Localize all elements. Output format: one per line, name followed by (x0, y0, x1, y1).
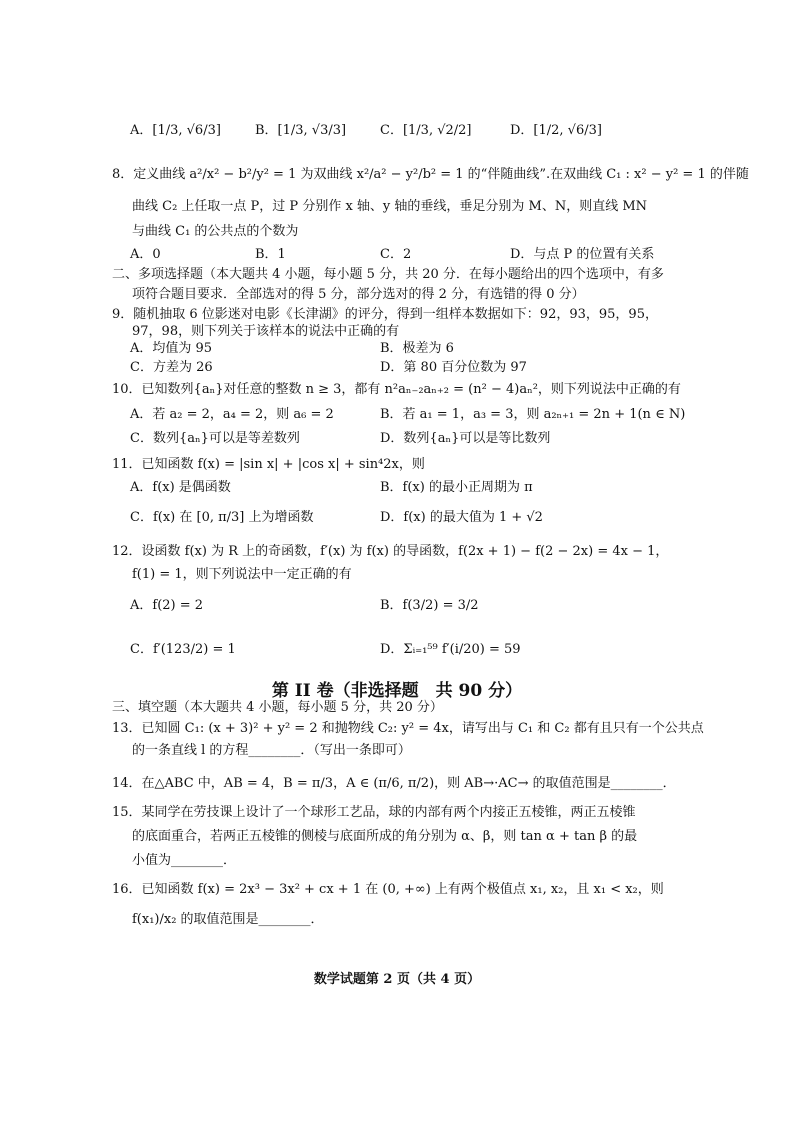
q11-option-b: B．f(x) 的最小正周期为 π (380, 480, 533, 495)
q12-option-a: A．f(2) = 2 (130, 598, 204, 613)
q10-option-d: D．数列{aₙ}可以是等比数列 (380, 431, 551, 446)
q16-line-2: f(x₁)/x₂ 的取值范围是________． (132, 912, 324, 927)
q10-option-a: A．若 a₂ = 2，a₄ = 2，则 a₆ = 2 (130, 407, 334, 422)
section3-heading: 三、填空题（本大题共 4 小题，每小题 5 分，共 20 分） (112, 700, 443, 715)
part2-title: 第 II 卷（非选择题 共 90 分） (271, 681, 523, 701)
q13-line-1: 13．已知圆 C₁: (x + 3)² + y² = 2 和抛物线 C₂: y² = 4x，请写出与 C₁ 和 C₂ 都有且只有一个公共点 (112, 721, 704, 736)
q8-option-a: A．0 (130, 247, 161, 262)
q15-line-3: 小值为________． (132, 853, 237, 868)
q9-option-a: A．均值为 95 (130, 341, 213, 356)
q11-option-d: D．f(x) 的最大值为 1 + √2 (380, 510, 543, 525)
page-footer: 数学试题第 2 页（共 4 页） (313, 972, 481, 987)
q12-option-b: B．f(3/2) = 3/2 (380, 598, 479, 613)
section2-line-2: 项符合题目要求．全部选对的得 5 分，部分选对的得 2 分，有选错的得 0 分） (132, 287, 585, 302)
q9-line-2: 97，98，则下列关于该样本的说法中正确的有 (132, 324, 400, 339)
q12-option-d: D．Σᵢ₌₁⁵⁹ f′(i/20) = 59 (380, 642, 521, 657)
q8-option-b: B．1 (255, 247, 286, 262)
q16-line-1: 16．已知函数 f(x) = 2x³ − 3x² + cx + 1 在 (0, +∞) 上有两个极值点 x₁, x₂，且 x₁ < x₂，则 (112, 882, 664, 897)
q11-stem: 11．已知函数 f(x) = |sin x| + |cos x| + sin⁴2x，则 (112, 457, 425, 472)
q11-option-c: C．f(x) 在 [0, π/3] 上为增函数 (130, 510, 314, 525)
q7-option-a: A．[1/3, √6/3] (130, 123, 221, 138)
q12-line-1: 12．设函数 f(x) 为 R 上的奇函数，f′(x) 为 f(x) 的导函数，f(2x + 1) − f(2 − 2x) = 4x − 1， (112, 544, 669, 559)
q11-option-a: A．f(x) 是偶函数 (130, 480, 231, 495)
q7-option-d: D．[1/2, √6/3] (510, 123, 602, 138)
section2-line-1: 二、多项选择题（本大题共 4 小题，每小题 5 分，共 20 分．在每小题给出的四个选项中，有多 (112, 267, 664, 282)
q9-option-c: C．方差为 26 (130, 360, 213, 375)
q15-line-1: 15．某同学在劳技课上设计了一个球形工艺品，球的内部有两个内接正五棱锥，两正五棱锥 (112, 805, 636, 820)
q10-stem: 10．已知数列{aₙ}对任意的整数 n ≥ 3，都有 n²aₙ₋₂aₙ₊₂ = (n² − 4)aₙ²，则下列说法中正确的有 (112, 382, 681, 397)
q9-option-b: B．极差为 6 (380, 341, 454, 356)
q8-option-c: C．2 (380, 247, 412, 262)
q7-option-c: C．[1/3, √2/2] (380, 123, 472, 138)
q8-line-1: 8．定义曲线 a²/x² − b²/y² = 1 为双曲线 x²/a² − y²/b² = 1 的“伴随曲线”.在双曲线 C₁ : x² − y² = 1 的伴随 (112, 167, 749, 182)
q14: 14．在△ABC 中，AB = 4，B = π/3，A ∈ (π/6, π/2)，则 AB→·AC→ 的取值范围是________． (112, 776, 676, 791)
q9-option-d: D．第 80 百分位数为 97 (380, 360, 527, 375)
q10-option-b: B．若 a₁ = 1，a₃ = 3，则 a₂ₙ₊₁ = 2n + 1(n ∈ N) (380, 407, 686, 422)
q13-line-2: 的一条直线 l 的方程________．（写出一条即可） (132, 743, 411, 758)
q7-option-b: B．[1/3, √3/3] (255, 123, 347, 138)
q10-option-c: C．数列{aₙ}可以是等差数列 (130, 431, 300, 446)
q8-option-d: D．与点 P 的位置有关系 (510, 247, 655, 262)
q15-line-2: 的底面重合，若两正五棱锥的侧棱与底面所成的角分别为 α、β，则 tan α + tan β 的最 (132, 829, 638, 844)
q12-line-2: f(1) = 1，则下列说法中一定正确的有 (132, 567, 352, 582)
q12-option-c: C．f′(123/2) = 1 (130, 642, 236, 657)
q8-line-3: 与曲线 C₁ 的公共点的个数为 (132, 224, 299, 239)
q8-line-2: 曲线 C₂ 上任取一点 P，过 P 分别作 x 轴、y 轴的垂线，垂足分别为 M、N，则直线 MN (132, 199, 648, 214)
q9-line-1: 9．随机抽取 6 位影迷对电影《长津湖》的评分，得到一组样本数据如下：92，93，95，95， (112, 307, 658, 322)
